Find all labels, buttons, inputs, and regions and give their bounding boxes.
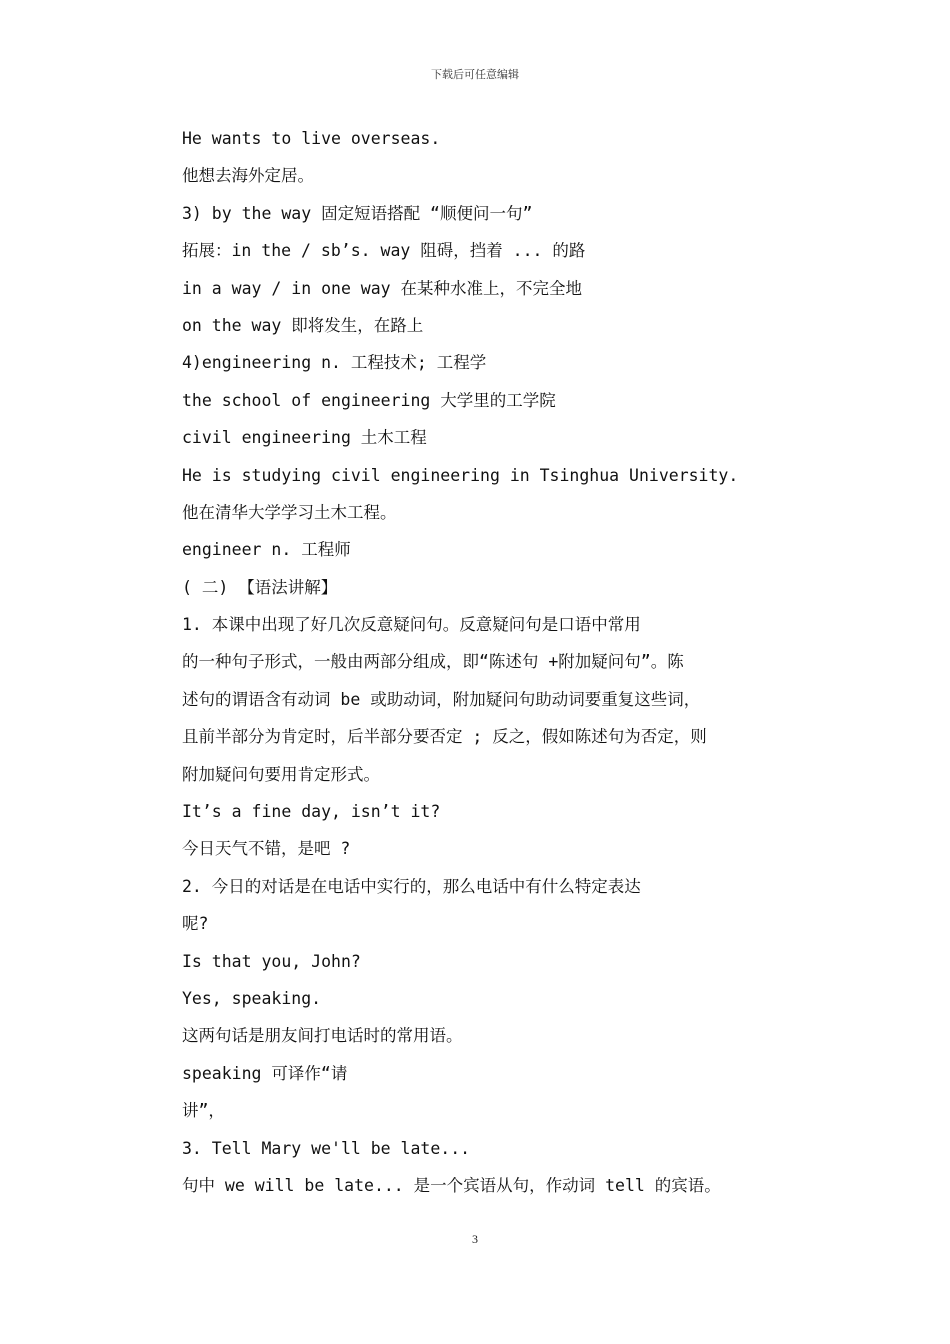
text-line: in a way / in one way 在某种水准上，不完全地	[182, 278, 583, 298]
text-line: on the way 即将发生，在路上	[182, 315, 424, 335]
text-line: 述句的谓语含有动词 be 或助动词，附加疑问句助动词要重复这些词，	[182, 689, 701, 709]
text-line: 今日天气不错，是吧 ?	[182, 839, 351, 859]
text-line: engineer n. 工程师	[182, 540, 351, 560]
section-heading: ( 二) 【语法讲解】	[182, 577, 338, 597]
text-line: 他在清华大学学习土木工程。	[182, 502, 397, 522]
page-number: 3	[472, 1232, 478, 1246]
text-line: speaking 可译作“请	[182, 1063, 348, 1083]
text-line: 4)engineering n. 工程技术; 工程学	[182, 353, 487, 373]
text-line: It’s a fine day, isn’t it?	[182, 802, 441, 822]
text-line: 他想去海外定居。	[182, 166, 314, 186]
document-body	[182, 124, 822, 1208]
text-line: 3. Tell Mary we'll be late...	[182, 1138, 471, 1158]
text-line: 呢?	[182, 914, 209, 934]
text-line: the school of engineering 大学里的工学院	[182, 390, 556, 410]
text-line: 附加疑问句要用肯定形式。	[182, 764, 380, 784]
text-line: 2. 今日的对话是在电话中实行的，那么电话中有什么特定表达	[182, 876, 641, 896]
text-line: civil engineering 土木工程	[182, 428, 427, 448]
text-line: 且前半部分为肯定时，后半部分要否定 ; 反之，假如陈述句为否定，则	[182, 727, 707, 747]
page-header: 下载后可任意编辑	[431, 68, 519, 81]
text-line: 讲”，	[182, 1101, 225, 1121]
text-line: 拓展：in the / sb’s. way 阻碍，挡着 ... 的路	[182, 241, 586, 261]
text-line: He wants to live overseas.	[182, 129, 441, 148]
text-line: 3) by the way 固定短语搭配 “顺便问一句”	[182, 203, 533, 223]
text-line: Is that you, John?	[182, 951, 361, 971]
text-line: He is studying civil engineering in Tsinghua University.	[182, 465, 739, 485]
text-line: 1. 本课中出现了好几次反意疑问句。反意疑问句是口语中常用	[182, 615, 641, 635]
text-line: 句中 we will be late... 是一个宾语从句，作动词 tell 的宾语。	[182, 1175, 721, 1195]
text-line: 的一种句子形式，一般由两部分组成，即“陈述句 +附加疑问句”。陈	[182, 652, 684, 672]
text-line: Yes, speaking.	[182, 988, 322, 1008]
text-line: 这两句话是朋友间打电话时的常用语。	[182, 1026, 463, 1046]
